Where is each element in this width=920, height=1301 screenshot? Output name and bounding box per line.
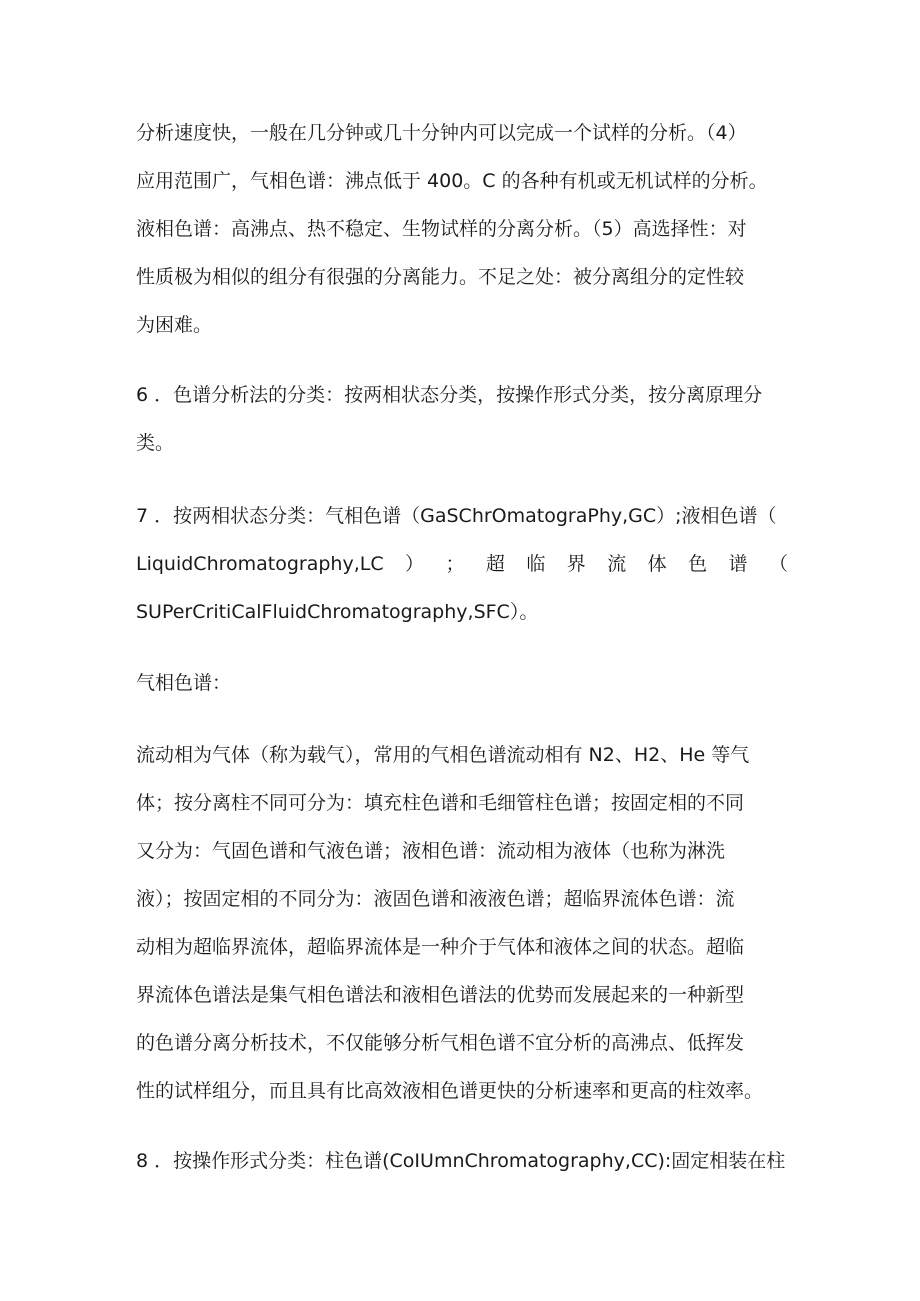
text-fragment: 临 xyxy=(526,553,546,575)
text-fragment: 谱 xyxy=(728,553,748,575)
text-line: 为困难。 xyxy=(136,314,213,336)
text-fragment: 体 xyxy=(647,553,667,575)
justified-text-line xyxy=(136,540,788,588)
text-line: 的色谱分离分析技术，不仅能够分析气相色谱不宜分析的高沸点、低挥发 xyxy=(136,1032,745,1054)
text-line: 又分为：气固色谱和气液色谱；液相色谱：流动相为液体（也称为淋洗 xyxy=(136,840,726,862)
text-fragment: 超 xyxy=(485,553,505,575)
text-line: 体；按分离柱不同可分为：填充柱色谱和毛细管柱色谱；按固定相的不同 xyxy=(136,792,745,814)
text-line: 分析速度快，一般在几分钟或几十分钟内可以完成一个试样的分析。（4） xyxy=(136,122,747,144)
text-line: 性的试样组分，而且具有比高效液相色谱更快的分析速率和更高的柱效率。 xyxy=(136,1080,764,1102)
text-fragment: LiquidChromatography,LC xyxy=(136,553,384,575)
text-line: 液）；按固定相的不同分为：液固色谱和液液色谱；超临界流体色谱：流 xyxy=(136,888,735,910)
paragraph-item-8 xyxy=(136,1137,788,1185)
paragraph-analysis-advantages xyxy=(136,109,788,349)
text-fragment: ； xyxy=(445,553,465,575)
text-fragment: 流 xyxy=(607,553,627,575)
text-fragment: 界 xyxy=(566,553,586,575)
text-line: 界流体色谱法是集气相色谱法和液相色谱法的优势而发展起来的一种新型 xyxy=(136,984,745,1006)
text-fragment: ） xyxy=(405,553,425,575)
paragraph-item-6 xyxy=(136,371,788,467)
text-line: 液相色谱：高沸点、热不稳定、生物试样的分离分析。（5）高选择性：对 xyxy=(136,218,747,240)
text-line: 6 ．色谱分析法的分类：按两相状态分类，按操作形式分类，按分离原理分 xyxy=(136,384,763,406)
text-fragment: （ xyxy=(768,553,788,575)
text-line: 8 ．按操作形式分类：柱色谱(CoIUmnChromatography,CC):固定相装在柱 xyxy=(136,1150,786,1172)
text-line: SUPerCritiCalFluidChromatography,SFC）。 xyxy=(136,601,539,623)
text-fragment: 色 xyxy=(688,553,708,575)
text-line: 性质极为相似的组分有很强的分离能力。不足之处：被分离组分的定性较 xyxy=(136,266,745,288)
text-line: 动相为超临界流体，超临界流体是一种介于气体和液体之间的状态。超临 xyxy=(136,936,745,958)
section-heading: 气相色谱： xyxy=(136,672,232,694)
text-line: 7 ．按两相状态分类：气相色谱（GaSChrOmatograPhy,GC）;液相色谱（ xyxy=(136,505,777,527)
paragraph-item-7 xyxy=(136,492,788,636)
paragraph-gas-chromatography xyxy=(136,731,788,1115)
text-line: 类。 xyxy=(136,432,175,454)
text-line: 应用范围广，气相色谱：沸点低于 400。C 的各种有机或无机试样的分析。 xyxy=(136,170,768,192)
heading-gas-chromatography xyxy=(136,659,788,707)
text-line: 流动相为气体（称为载气），常用的气相色谱流动相有 N2、H2、He 等气 xyxy=(136,744,750,766)
